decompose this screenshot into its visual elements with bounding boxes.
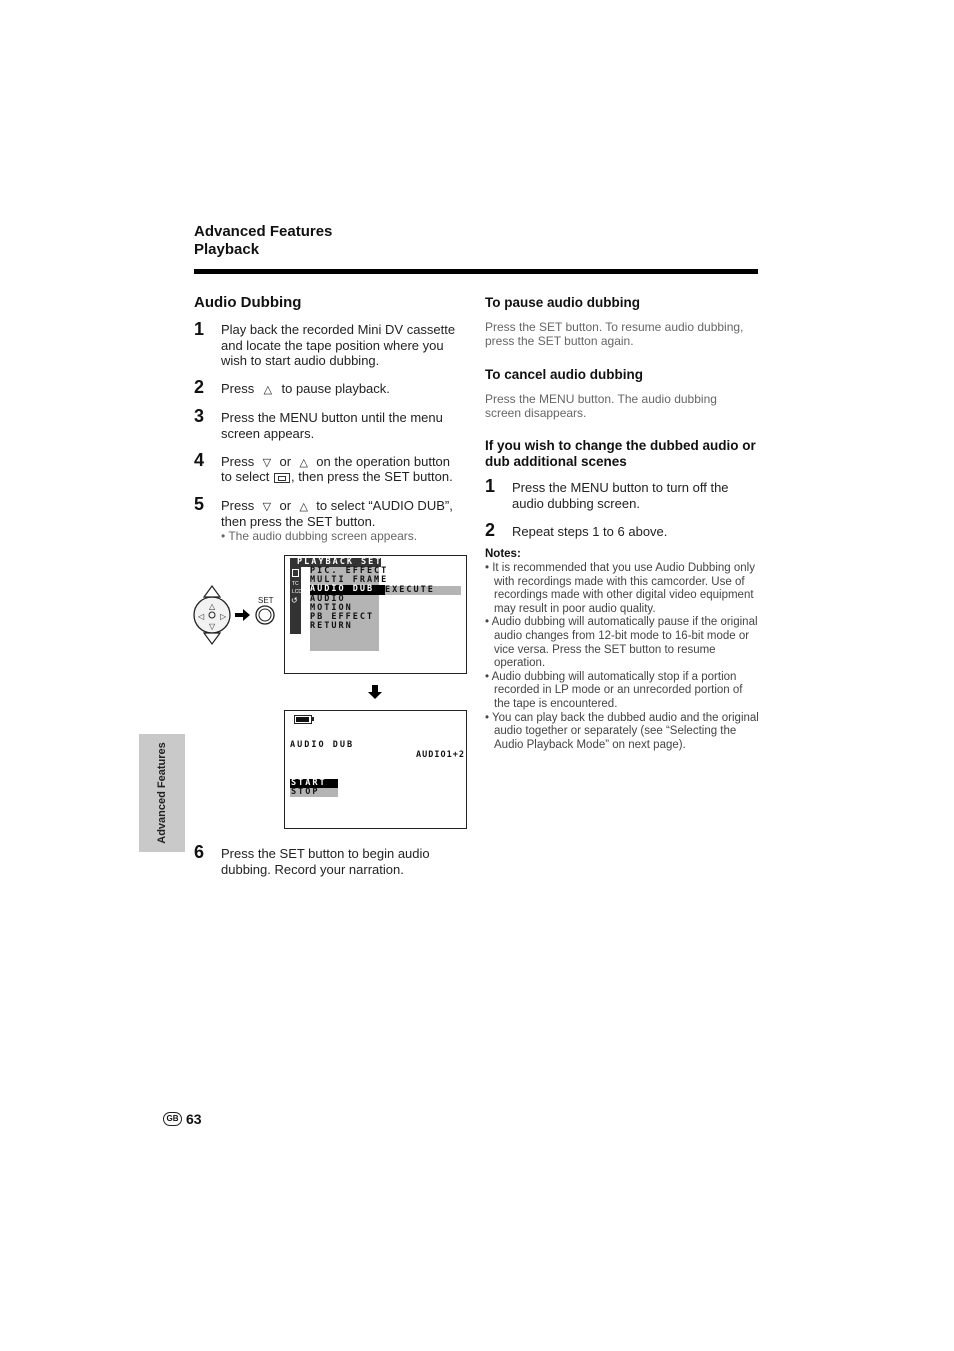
note-item: • Audio dubbing will automatically stop if a portion recorded in LP mode or an unrecorded portion of the tape is encountered. — [485, 670, 743, 710]
return-icon: ↺ — [291, 596, 298, 605]
menu-title: PLAYBACK SET — [297, 557, 383, 567]
audio-mode-label: AUDIO1+2 — [416, 750, 465, 760]
menu-item-audio: AUDIO — [310, 593, 346, 604]
tc-icon: TC — [292, 581, 299, 587]
menu-items — [310, 567, 388, 631]
step-4-on-operation: on the operation button — [316, 454, 451, 469]
set-button-icon — [256, 606, 274, 624]
menu-screen — [284, 555, 467, 674]
battery-tip — [312, 717, 314, 721]
section-title: Advanced Features — [194, 223, 333, 240]
step-2-text — [221, 381, 390, 399]
svg-text:▷: ▷ — [220, 612, 227, 621]
up-triangle-icon: △ — [263, 384, 273, 396]
note-item: • It is recommended that you use Audio Dubbing only with recordings made with this camcorder. Use of recordings made with other digital video equipment may result in poor audio quality. — [485, 562, 755, 615]
cancel-text: Press the MENU button. The audio dubbing screen disappears. — [485, 392, 717, 420]
battery-icon — [294, 715, 312, 724]
step-2-number: 2 — [194, 377, 205, 397]
right-step-1-number: 1 — [485, 476, 496, 496]
start-option: START — [290, 779, 338, 788]
step-5-bullet: • The audio dubbing screen appears. — [221, 529, 418, 543]
set-label: SET — [258, 596, 274, 605]
step-4-select: to select — [221, 469, 270, 484]
lcd-icon: LCD — [292, 589, 303, 595]
directional-pad-icon — [194, 586, 230, 644]
step-4-then: , then press the SET button. — [291, 469, 453, 484]
cancel-title: To cancel audio dubbing — [485, 367, 643, 382]
step-5-or: or — [279, 498, 292, 513]
subsection-title: Playback — [194, 241, 260, 258]
step-2-post: to pause playback. — [281, 381, 390, 396]
menu-item-return: RETURN — [310, 621, 353, 632]
operation-button-diagram — [190, 582, 280, 650]
notes-title: Notes: — [485, 548, 521, 560]
step-4-line2 — [221, 469, 453, 485]
up-triangle-icon: △ — [299, 457, 308, 469]
step-5-select: to select “AUDIO DUB”, — [316, 498, 453, 513]
step-5-number: 5 — [194, 494, 205, 514]
svg-text:△: △ — [209, 602, 216, 611]
down-triangle-icon: ▽ — [262, 457, 272, 469]
pause-title: To pause audio dubbing — [485, 295, 640, 310]
right-step-1-text: Press the MENU button to turn off the audio dubbing screen. — [512, 480, 729, 511]
note-item: • Audio dubbing will automatically pause if the original audio changes from 12-bit mode to 16-bit mode or vice versa. Press the SET button to resume operation. — [485, 616, 758, 670]
step-6-text: Press the SET button to begin audio dubbing. Record your narration. — [221, 846, 430, 877]
cassette-icon — [292, 569, 299, 577]
step-4-number: 4 — [194, 450, 205, 470]
page-number: 63 — [186, 1111, 202, 1127]
step-4-or: or — [279, 454, 292, 469]
menu-item-motion: MOTION — [310, 602, 353, 613]
down-triangle-icon: ▽ — [262, 501, 272, 513]
step-6-number: 6 — [194, 842, 205, 862]
right-step-2-text: Repeat steps 1 to 6 above. — [512, 524, 668, 539]
menu-item-pic-effect: PIC. EFFECT — [310, 566, 389, 576]
notes-list — [485, 562, 759, 752]
region-badge-icon: GB — [163, 1112, 182, 1126]
step-1-text: Play back the recorded Mini DV cassette and locate the tape position where you wish to start audio dubbing. — [221, 322, 456, 368]
step-5-press: Press — [221, 498, 255, 513]
cassette-icon — [274, 473, 290, 483]
right-arrow-icon — [235, 609, 250, 621]
menu-item-pb-effect: PB EFFECT — [310, 612, 375, 623]
execute-option: EXECUTE — [385, 586, 461, 595]
step-2-press: Press — [221, 381, 255, 396]
menu-item-audio-dub: AUDIO DUB — [310, 585, 385, 594]
menu-icon-column — [290, 558, 301, 634]
step-3-number: 3 — [194, 406, 205, 426]
audio-dubbing-title: Audio Dubbing — [194, 294, 302, 311]
svg-text:◁: ◁ — [198, 612, 205, 621]
pause-text: Press the SET button. To resume audio dubbing, press the SET button again. — [485, 320, 744, 348]
down-arrow-icon — [367, 684, 383, 700]
step-3-text: Press the MENU button until the menu screen appears. — [221, 410, 443, 441]
menu-item-multi-frame: MULTI FRAME — [310, 575, 389, 586]
svg-text:▽: ▽ — [209, 622, 216, 631]
side-tab-label: Advanced Features — [156, 742, 168, 844]
right-step-2-number: 2 — [485, 520, 496, 540]
stop-option: STOP — [290, 788, 338, 797]
note-item: • You can play back the dubbed audio and the original audio together or separately (see “Selecting the Audio Playback Mode” on next page). — [485, 711, 759, 751]
step-4-press: Press — [221, 454, 255, 469]
step-5-line2: then press the SET button. — [221, 514, 376, 529]
audio-dub-screen — [284, 710, 467, 829]
side-tab — [139, 734, 185, 852]
audio-dub-label: AUDIO DUB — [290, 740, 355, 750]
change-title: If you wish to change the dubbed audio or dub additional scenes — [485, 438, 756, 469]
step-1-number: 1 — [194, 319, 205, 339]
step-5-line1 — [221, 498, 453, 516]
up-triangle-icon: △ — [299, 501, 308, 513]
header-rule — [194, 269, 758, 274]
